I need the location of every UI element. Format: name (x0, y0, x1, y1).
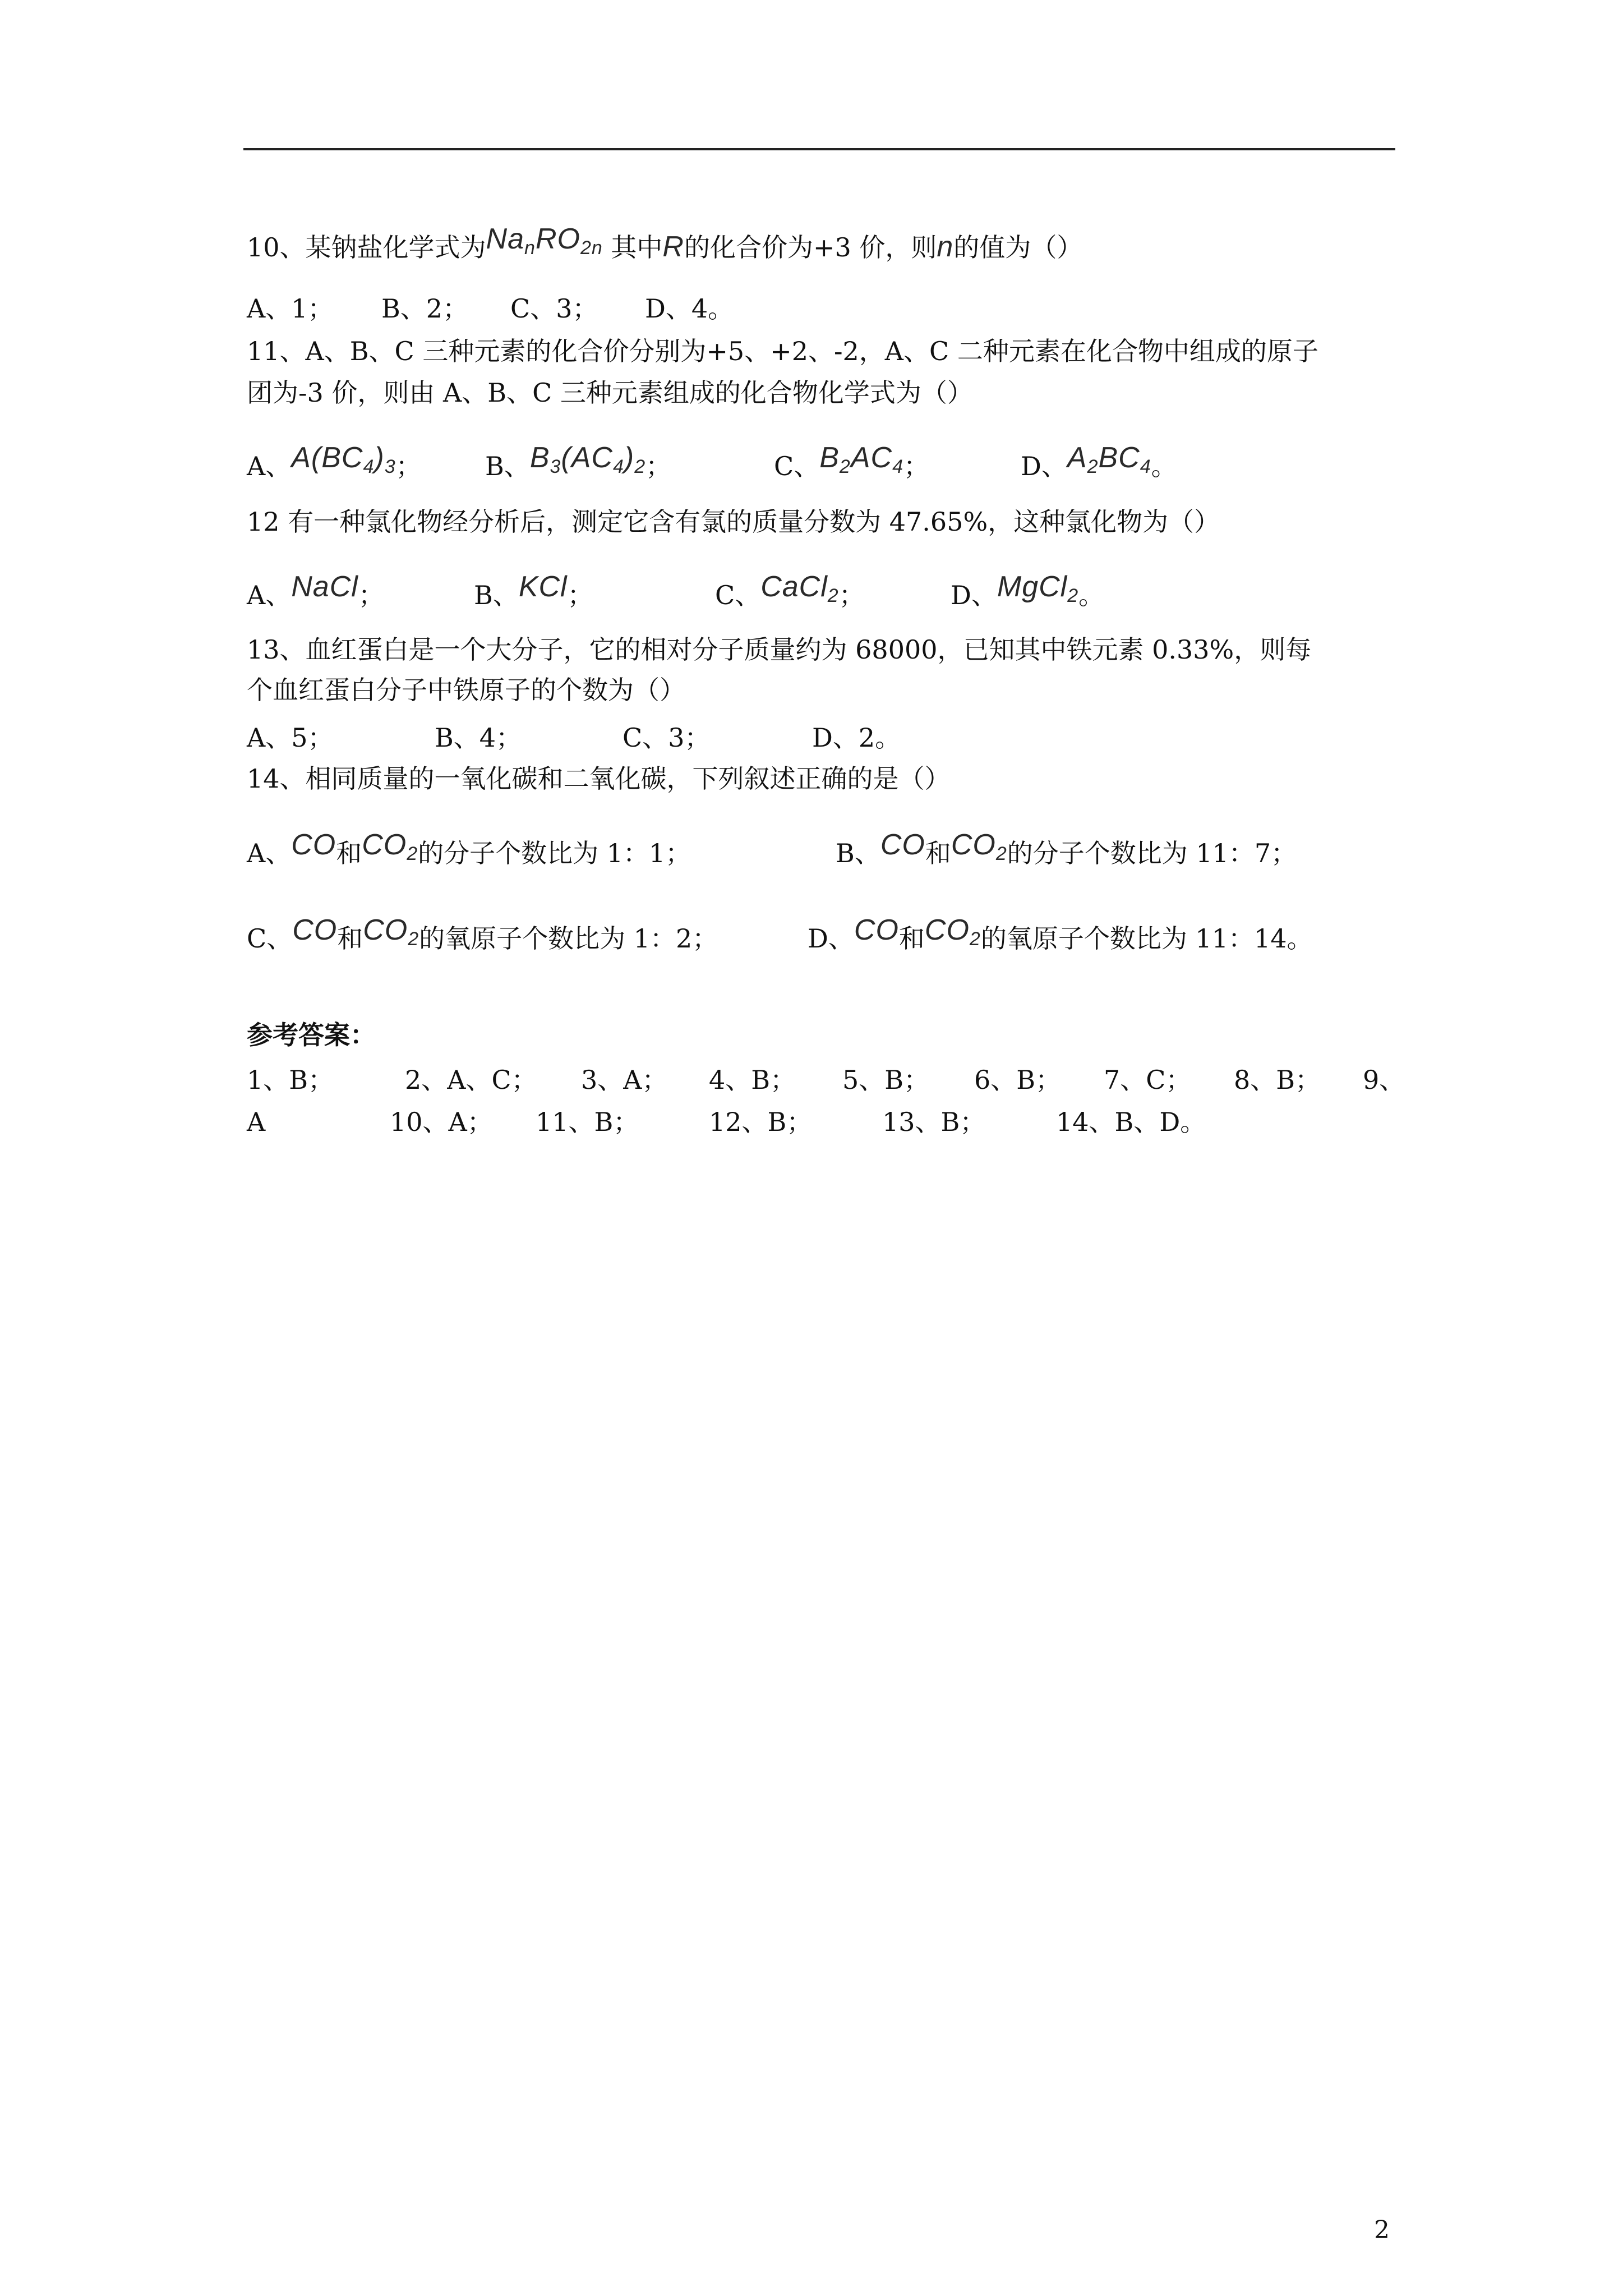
answer-9-prefix: 9、 (1363, 1065, 1405, 1095)
question-14-options-row-1 (247, 829, 1396, 881)
q12-option-b: B、KCl； (474, 570, 593, 610)
answer-3: 3、A； (581, 1065, 668, 1095)
q12-option-c: C、CaCl$_2$； (715, 570, 865, 610)
q14-option-a: A、CO和$CO_2$的分子个数比为 1：1； (247, 829, 691, 868)
answers-row-1 (247, 1063, 1405, 1097)
answer-9-value: A (247, 1107, 266, 1137)
q10-prefix: 10、某钠盐化学式为 (247, 232, 486, 263)
q11-option-d: D、$A_2BC_4$。 (1021, 441, 1177, 481)
q11-option-a: A、$A(BC_4)_3$； (247, 441, 422, 481)
q10-n: n (937, 231, 954, 263)
question-11-options (247, 441, 1396, 494)
answer-10: 10、A； (390, 1107, 493, 1137)
q13-option-d: D、2。 (812, 723, 901, 753)
question-14-stem: 14、相同质量的一氧化碳和二氧化碳，下列叙述正确的是（） (247, 763, 951, 794)
page-number: 2 (1374, 2216, 1390, 2244)
question-10-options (247, 292, 1396, 325)
q14-option-c: C、CO和$CO_2$的氧原子个数比为 1：2； (247, 914, 718, 954)
q11-option-b: B、$B_3(AC_4)_2$； (485, 441, 672, 481)
q13-option-a: A、5； (247, 723, 334, 753)
answer-11: 11、B； (536, 1107, 639, 1137)
answer-1: 1、B； (247, 1065, 334, 1095)
question-10-stem (247, 223, 1083, 273)
header-rule (243, 148, 1395, 150)
question-11-line-1: 11、A、B、C 三种元素的化合价分别为+5、+2、-2，A、C 二种元素在化合物中组成的原子 (247, 336, 1318, 366)
question-11-line-2: 团为-3 价，则由 A、B、C 三种元素组成的化合物化学式为（） (247, 378, 973, 408)
answer-13: 13、B； (882, 1107, 986, 1137)
q10-option-d: D、4。 (645, 293, 734, 324)
question-12-stem: 12 有一种氯化物经分析后，测定它含有氯的质量分数为 47.65%，这种氯化物为（） (247, 507, 1220, 537)
answers-heading: 参考答案： (247, 1020, 376, 1050)
answer-4: 4、B； (709, 1065, 796, 1095)
q10-post: 的值为（） (953, 232, 1083, 263)
answers-row-2 (247, 1105, 1402, 1139)
question-14-options-row-2 (247, 914, 1396, 966)
q14-option-d: D、CO和$CO_2$的氧原子个数比为 11：14。 (808, 914, 1313, 954)
answer-6: 6、B； (974, 1065, 1062, 1095)
q10-mid2: 的化合价为+3 价，则 (684, 232, 937, 263)
q10-option-b: B、2； (381, 293, 469, 324)
answer-5: 5、B； (842, 1065, 930, 1095)
q10-r: R (662, 231, 684, 263)
q14-option-b: B、CO和$CO_2$的分子个数比为 11：7； (836, 829, 1297, 868)
answer-14: 14、B、D。 (1056, 1107, 1206, 1137)
answer-7: 7、C； (1104, 1065, 1192, 1095)
q10-mid1: 其中 (611, 232, 663, 263)
answer-2: 2、A、C； (405, 1065, 537, 1095)
answer-12: 12、B； (709, 1107, 813, 1137)
q12-option-a: A、NaCl； (247, 570, 384, 610)
q13-option-c: C、3； (623, 723, 711, 753)
question-13-options (247, 721, 1396, 754)
q10-formula: $Na_nRO_{2n}$ (486, 223, 603, 259)
q10-option-c: C、3； (510, 293, 598, 324)
q13-option-b: B、4； (435, 723, 522, 753)
q10-option-a: A、1； (247, 293, 334, 324)
q11-option-c: C、$B_2AC_4$； (774, 441, 929, 481)
question-12-options (247, 570, 1396, 623)
answer-8: 8、B； (1234, 1065, 1321, 1095)
question-13-line-2: 个血红蛋白分子中铁原子的个数为（） (247, 675, 685, 705)
question-13-line-1: 13、血红蛋白是一个大分子，它的相对分子质量约为 68000，已知其中铁元素 0.33%，则每 (247, 634, 1312, 665)
q12-option-d: D、MgCl$_2$。 (951, 570, 1105, 610)
